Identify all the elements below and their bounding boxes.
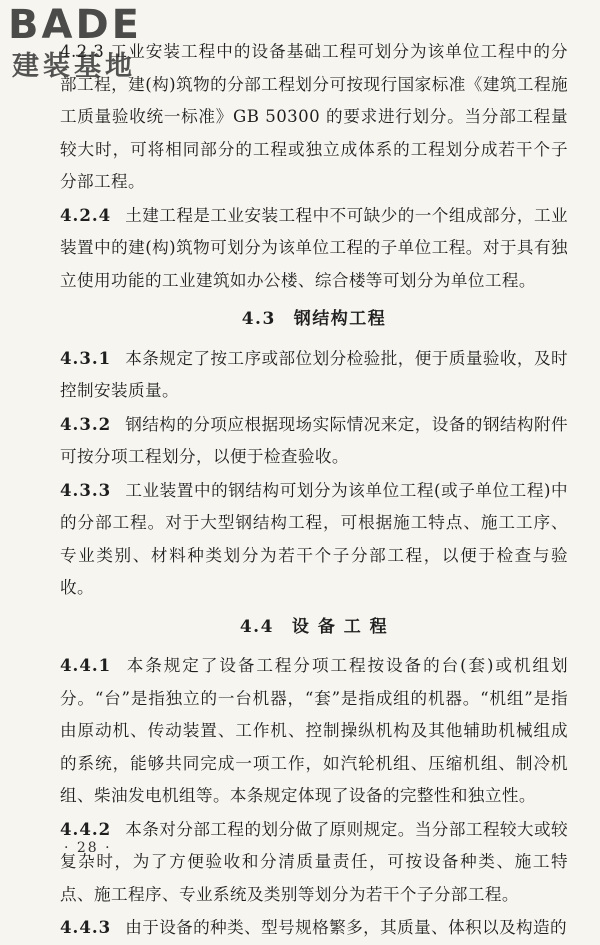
- clause-text: 钢结构的分项应根据现场实际情况来定，设备的钢结构附件可按分项工程划分，以便于检查验收。: [60, 414, 568, 466]
- clause-4-4-2: [60, 813, 568, 912]
- clause-text: 本条规定了设备工程分项工程按设备的台(套)或机组划分。“台”是指独立的一台机器，“套”是指成组的机器。“机组”是指由原动机、传动装置、工作机、控制操纵机构及其他辅助机械组成的系统，能够共同完成一项工作，如汽轮机组、压缩机组、制冷机组、柴油发电机组等。本条规定体现了设备的完整性和独立性。: [60, 656, 568, 805]
- clause-text: 由于设备的种类、型号规格繁多，其质量、体积以及构造的: [125, 918, 568, 937]
- clause-4-3-2: [60, 408, 568, 474]
- clause-number: 4.2.4: [60, 204, 112, 225]
- section-number: 4.4: [239, 616, 274, 637]
- watermark-logo: [8, 2, 178, 92]
- clause-number: 4.4.2: [60, 818, 112, 839]
- page-number: · 28 ·: [64, 840, 112, 856]
- document-body: [60, 36, 568, 945]
- clause-text: 本条对分部工程的划分做了原则规定。当分部工程较大或较复杂时，为了方便验收和分清质量责任，可按设备种类、施工特点、施工程序、专业系统及类别等划分为若干个子分部工程。: [60, 819, 568, 904]
- paragraph-text: 4.2.3 工业安装工程中的设备基础工程可划分为该单位工程中的分部工程，建(构)筑物的分部工程划分可按现行国家标准《建筑工程施工质量验收统一标准》GB 50300 的要求进行划分。当分部工程量较大时，可将相同部分的工程或独立成体系的工程划分成若干个子分部工程。: [60, 42, 568, 191]
- watermark-title: BADE: [8, 2, 142, 48]
- clause-4-3-1: [60, 342, 568, 408]
- section-heading-4-4: [60, 611, 568, 644]
- clause-4-4-1: [60, 649, 568, 813]
- section-title: 钢结构工程: [293, 309, 387, 329]
- clause-text: 工业装置中的钢结构可划分为该单位工程(或子单位工程)中的分部工程。对于大型钢结构工程，可根据施工特点、施工工序、专业类别、材料种类划分为若干个子分部工程，以便于检查与验收。: [60, 480, 568, 597]
- clause-number: 4.4.1: [60, 655, 112, 675]
- clause-4-2-4: [60, 199, 568, 298]
- clause-text: 本条规定了按工序或部位划分检验批，便于质量验收，及时控制安装质量。: [60, 348, 568, 400]
- clause-number: 4.3.3: [60, 479, 112, 500]
- clause-4-4-3: [60, 911, 568, 945]
- watermark-subtitle: 建装基地: [12, 51, 136, 82]
- section-heading-4-3: [60, 303, 568, 336]
- clause-number: 4.3.1: [60, 347, 112, 368]
- clause-4-3-3: [60, 474, 568, 605]
- clause-number: 4.3.2: [60, 413, 112, 434]
- clause-text: 土建工程是工业安装工程中不可缺少的一个组成部分，工业装置中的建(构)筑物可划分为该单位工程的子单位工程。对于具有独立使用功能的工业建筑如办公楼、综合楼等可划分为单位工程。: [60, 205, 568, 290]
- section-title: 设 备 工 程: [291, 616, 389, 637]
- section-number: 4.3: [241, 309, 276, 329]
- clause-number: 4.4.3: [60, 917, 112, 937]
